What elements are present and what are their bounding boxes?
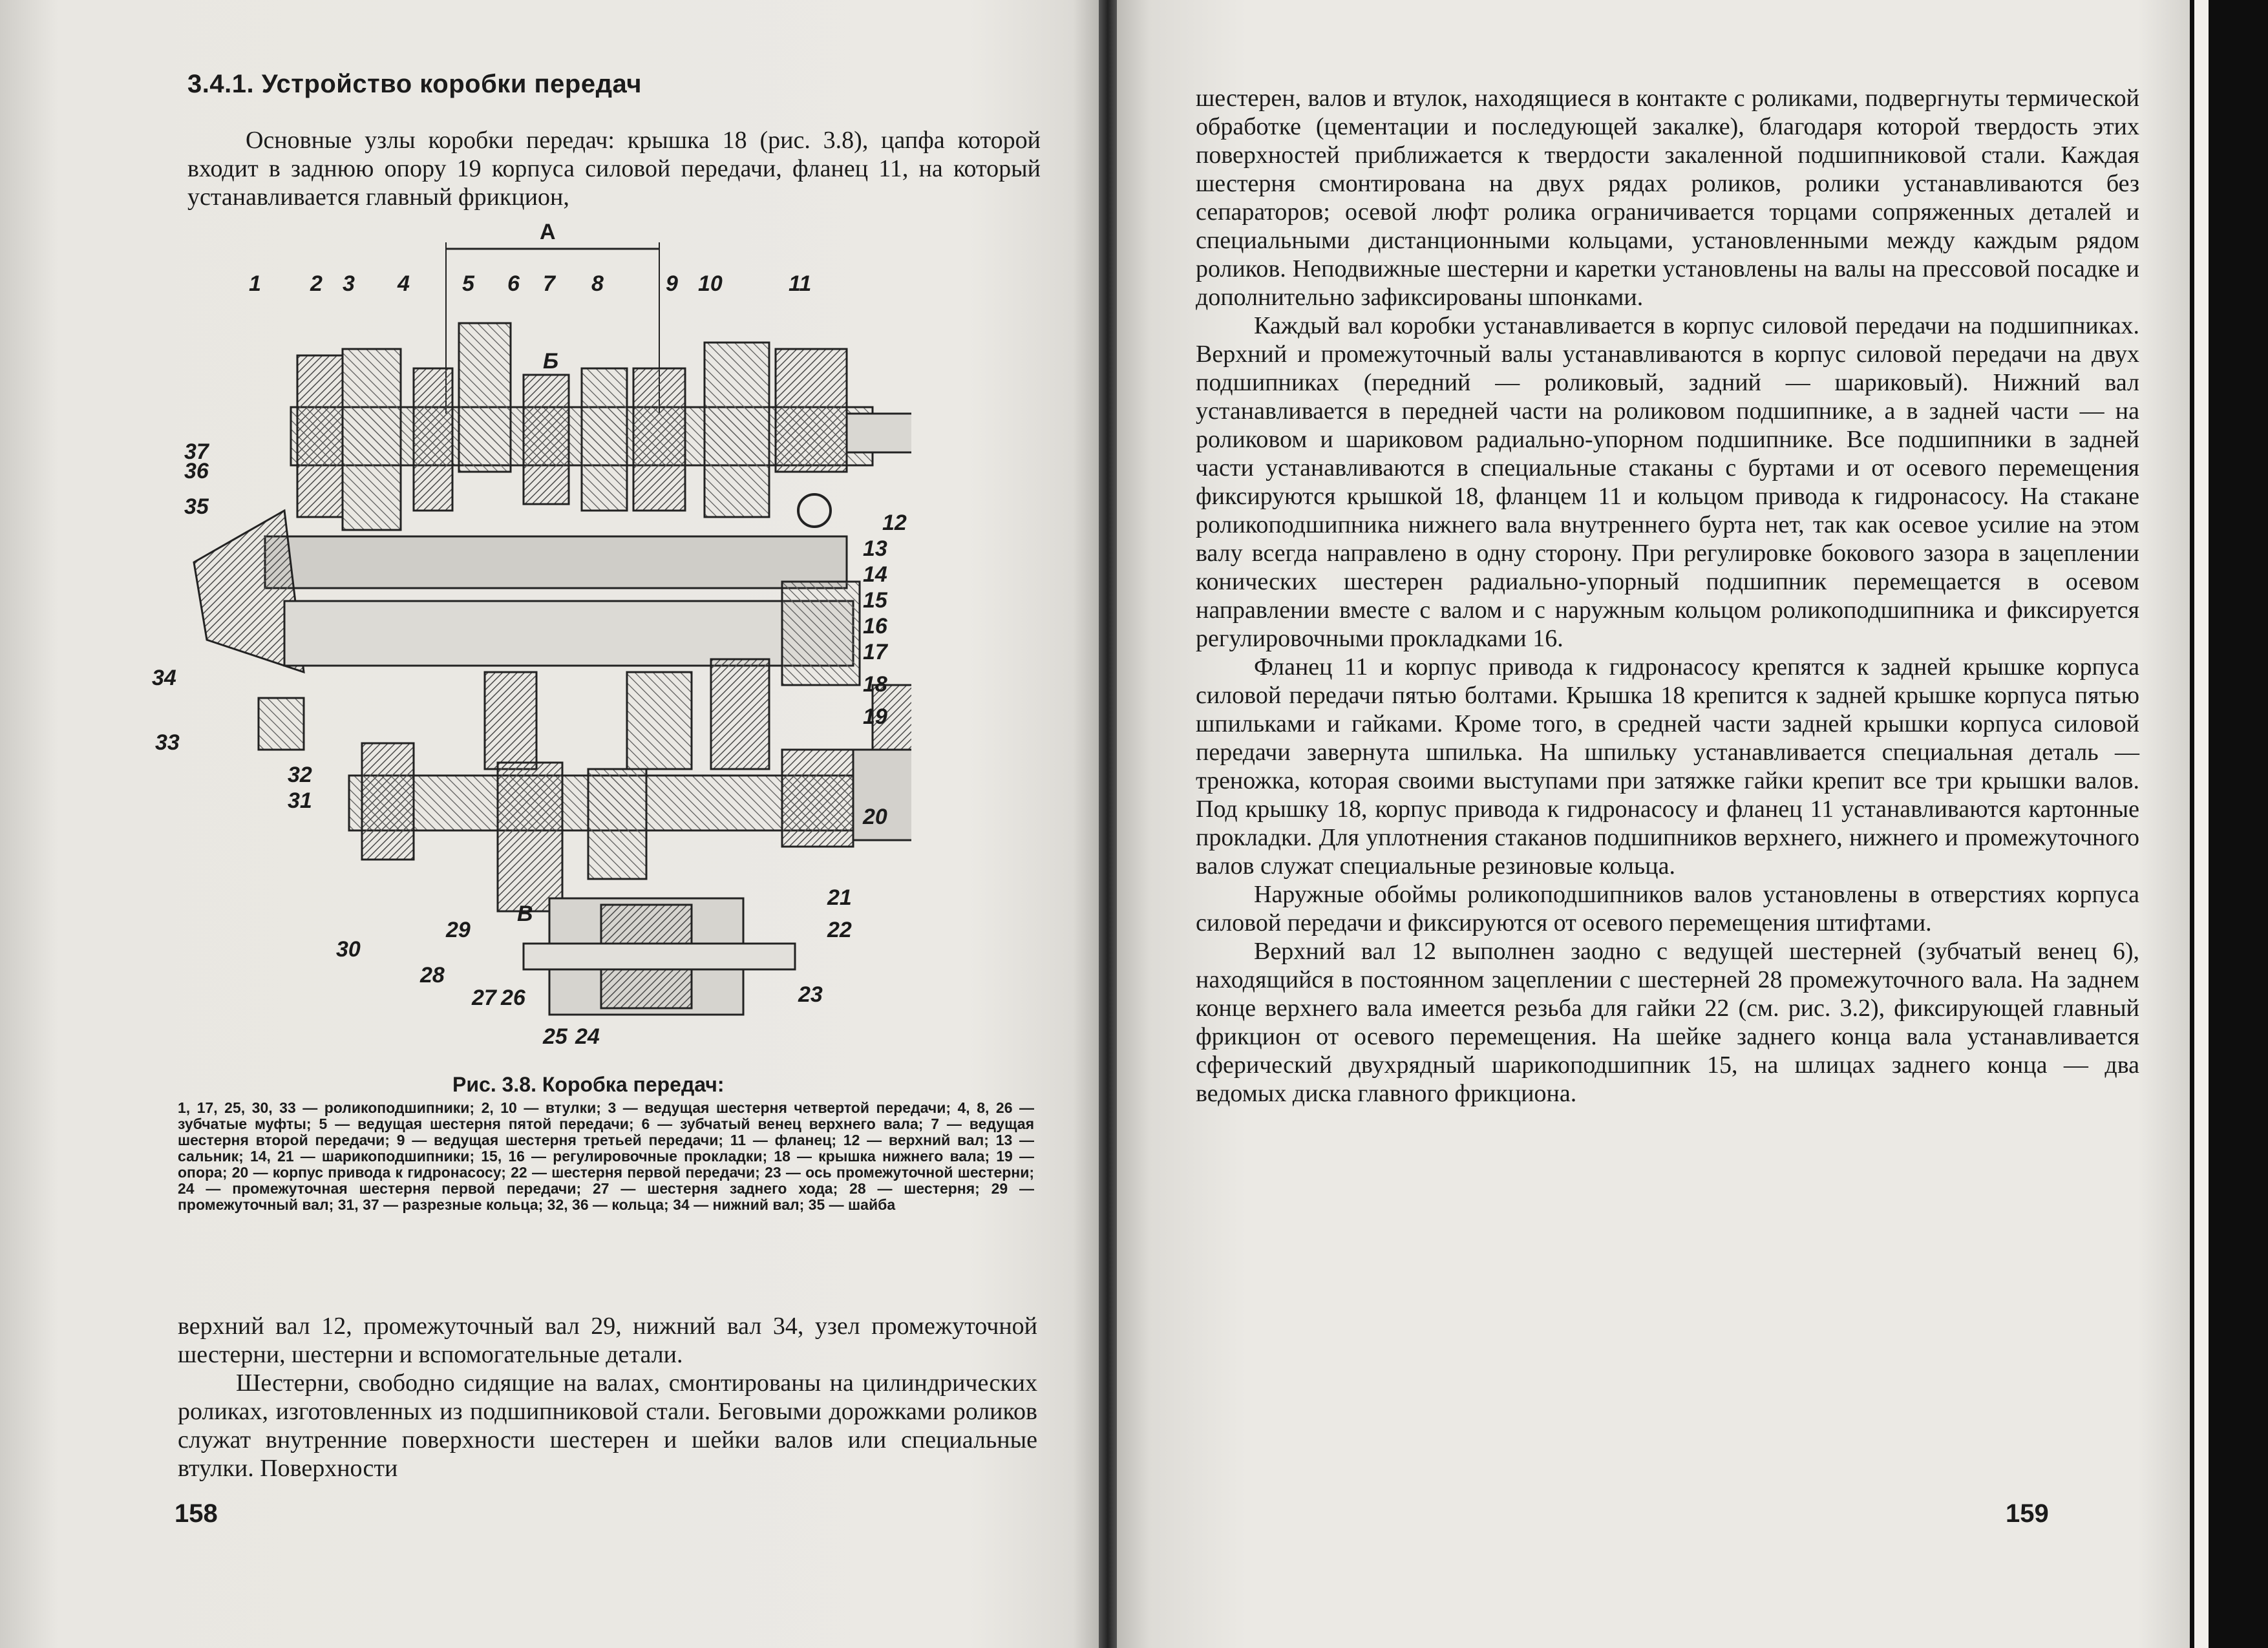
gear-upper-9 (705, 343, 769, 517)
body-text-block (178, 1312, 1037, 1483)
section-heading: 3.4.1. Устройство коробки передач (187, 70, 642, 98)
intro-text-block (187, 126, 1041, 211)
callout-15: 15 (863, 588, 887, 613)
figure-caption-title: Рис. 3.8. Коробка передач: (452, 1073, 725, 1096)
right-paragraph-4: Наружные обоймы роликоподшипников валов установлены в отверстиях корпуса силовой передачи и фиксируются от осевого перемещения штифтами. (1196, 881, 2139, 936)
body-paragraph-1: верхний вал 12, промежуточный вал 29, нижний вал 34, узел промежуточной шестерни, шестерни и вспомогательные детали. (178, 1313, 1037, 1368)
callout-27: 27 (472, 986, 496, 1010)
callout-34: 34 (152, 666, 176, 690)
bearing-21 (782, 750, 853, 847)
dimension-v-label: В (517, 902, 533, 926)
lower-shaft (284, 601, 853, 666)
callout-24: 24 (575, 1024, 600, 1049)
gear-upper-7 (582, 368, 627, 511)
gear-mid-1 (485, 672, 536, 769)
gear-mid-2 (627, 672, 692, 769)
bearing-30 (362, 743, 414, 860)
callout-8: 8 (591, 271, 604, 296)
callout-32: 32 (288, 763, 312, 787)
callout-9: 9 (666, 271, 678, 296)
idler-axle-23 (524, 944, 795, 969)
callout-18: 18 (863, 672, 887, 697)
callout-29: 29 (446, 918, 471, 942)
callout-6: 6 (507, 271, 520, 296)
coupling-upper-8 (633, 368, 685, 511)
callout-21: 21 (827, 885, 852, 910)
right-paragraph-3: Фланец 11 и корпус привода к гидронасосу крепятся к задней крышке корпуса силовой передачи пятью болтами. Крышка 18 крепится к задней крышке корпуса пятью шпильками и гайками. Кроме того, в средней части задней крышки корпуса силовой передачи завернута шпилька. На шпильку устанавливается специальная деталь — треножка, которая своими выступами при затяжке гайки крепит все три крышки валов. Под крышку 18, корпус привода к гидронасосу и фланец 11 устанавливаются картонные прокладки. Для уплотнения стаканов подшипников верхнего, нижнего и промежуточного валов служат специальные резиновые кольца. (1196, 653, 2139, 880)
body-paragraph-2: Шестерни, свободно сидящие на валах, смонтированы на цилиндрических роликах, изготовленных из подшипниковой стали. Беговыми дорожками роликов служат внутренние поверхности шестерен и шейки валов или специальные втулки. Поверхности (178, 1369, 1037, 1482)
callout-33: 33 (155, 730, 180, 755)
callout-23: 23 (798, 982, 823, 1007)
callout-20: 20 (863, 805, 887, 829)
right-paragraph-2: Каждый вал коробки устанавливается в корпус силовой передачи на подшипниках. Верхний и промежуточный валы устанавливаются в корпус силовой передачи на двух подшипниках (передний — роликовый, задний — шариковый). Нижний вал устанавливается в передней части на роликовом подшипнике, а в задней части — на роликовом и шариковом радиально-упорном подшипнике. Все подшипники в задней части устанавливаются в специальные стаканы с буртами и от осевого перемещения фиксируются крышкой 18, фланцем 11 и кольцом привода к гидронасосу. На стакане роликоподшипника нижнего вала внутреннего бурта нет, так как осевое усилие на этом валу всегда направлено в одну сторону. При регулировке бокового зазора в зацеплении конических шестерен радиально-упорный подшипник перемещается в осевом направлении вместе с валом и с наружным кольцом роликоподшипника и фиксируется регулировочными прокладками 16. (1196, 312, 2139, 652)
callout-3: 3 (343, 271, 355, 296)
callout-7: 7 (543, 271, 555, 296)
gear-28 (498, 763, 562, 911)
callout-25: 25 (543, 1024, 567, 1049)
callout-1: 1 (249, 271, 261, 296)
callout-28: 28 (420, 963, 445, 988)
gear-mid-3 (711, 659, 769, 769)
callout-10: 10 (698, 271, 723, 296)
left-page (0, 0, 1099, 1648)
right-page (1117, 0, 2190, 1648)
right-text-block (1196, 84, 2139, 1108)
coupling-upper-4 (414, 368, 452, 511)
page-number-left: 158 (175, 1499, 218, 1528)
shaft-spline-end (847, 414, 911, 452)
gear-upper-5 (459, 323, 511, 472)
dimension-a-label: А (540, 220, 556, 244)
intro-paragraph: Основные узлы коробки передач: крышка 18 (рис. 3.8), цапфа которой входит в заднюю опору 19 корпуса силовой передачи, фланец 11, на который устанавливается главный фрикцион, (187, 127, 1041, 211)
callout-12: 12 (882, 511, 907, 535)
book-gutter (1099, 0, 1117, 1648)
callout-14: 14 (863, 562, 887, 587)
housing-wall (265, 536, 847, 588)
callout-35: 35 (184, 494, 209, 519)
figure-caption-legend: 1, 17, 25, 30, 33 — роликоподшипники; 2, 10 — втулки; 3 — ведущая шестерня четвертой передачи; 4, 8, 26 — зубчатые муфты; 5 — ведущая шестерня пятой передачи; 6 — зубчатый венец верхнего вала; 7 — ведущая шестерня второй передачи; 9 — ведущая шестерня третьей передачи; 11 — фланец; 12 — верхний вал; 13 — сальник; 14, 21 — шарикоподшипники; 15, 16 — регулировочные прокладки; 18 — крышка нижнего вала; 19 — опора; 20 — корпус привода к гидронасосу; 22 — шестерня первой передачи; 23 — ось промежуточной шестерни; 24 — промежуточная шестерня первой передачи; 27 — шестерня заднего хода; 28 — шестерня; 29 — промежуточный вал; 31, 37 — разрезные кольца; 32, 36 — кольца; 34 — нижний вал; 35 — шайба (178, 1099, 1034, 1213)
callout-16: 16 (863, 614, 887, 639)
callout-13: 13 (863, 536, 887, 561)
callout-2: 2 (310, 271, 323, 296)
callout-37: 37 (184, 439, 209, 464)
gear-upper-3 (343, 349, 401, 530)
callout-5: 5 (462, 271, 474, 296)
lower-bearing-17 (782, 582, 860, 685)
ball-bearing-14 (798, 494, 831, 527)
gear-27 (588, 769, 646, 879)
bearing-housing-10 (776, 349, 847, 472)
roller-bearing-33 (259, 698, 304, 750)
gear-upper-6 (524, 375, 569, 504)
callout-11: 11 (789, 271, 812, 296)
callout-36: 36 (184, 459, 209, 483)
callout-30: 30 (336, 937, 361, 962)
callout-22: 22 (827, 918, 852, 942)
right-paragraph-5: Верхний вал 12 выполнен заодно с ведущей шестерней (зубчатый венец 6), находящийся в постоянном зацеплении с шестерней 28 промежуточного вала. На заднем конце верхнего вала имеется резьба для гайки 22 (см. рис. 3.2), фиксирующей главный фрикцион от осевого перемещения. На шейке заднего конца вала устанавливается сферический двухрядный шарикоподшипник 15, на шлицах заднего конца — два ведомых диска главного фрикциона. (1196, 938, 2139, 1107)
gear-upper-1 (297, 355, 343, 517)
page-number-right: 159 (2006, 1499, 2049, 1528)
callout-19: 19 (863, 704, 887, 729)
callout-17: 17 (863, 640, 887, 664)
right-paragraph-1: шестерен, валов и втулок, находящиеся в контакте с роликами, подвергнуты термической обработке (цементации и последующей закалке), благодаря которой твердость этих поверхностей приближается к твердости закаленной подшипниковой стали. Каждая шестерня смонтирована на двух рядах роликов, ролики устанавливаются без сепараторов; осевой люфт ролика ограничивается торцами сопряженных деталей и специальными дистанционными кольцами, установленными между каждым рядом роликов. Неподвижные шестерни и каретки установлены на валы на прессовой посадке и дополнительно зафиксированы шпонками. (1196, 85, 2139, 311)
callout-4: 4 (397, 271, 410, 296)
gearbox-figure (136, 220, 911, 1060)
dimension-b-label: Б (543, 349, 559, 374)
page-edge-strip (2194, 0, 2209, 1648)
callout-31: 31 (288, 788, 312, 813)
callout-26: 26 (501, 986, 525, 1010)
